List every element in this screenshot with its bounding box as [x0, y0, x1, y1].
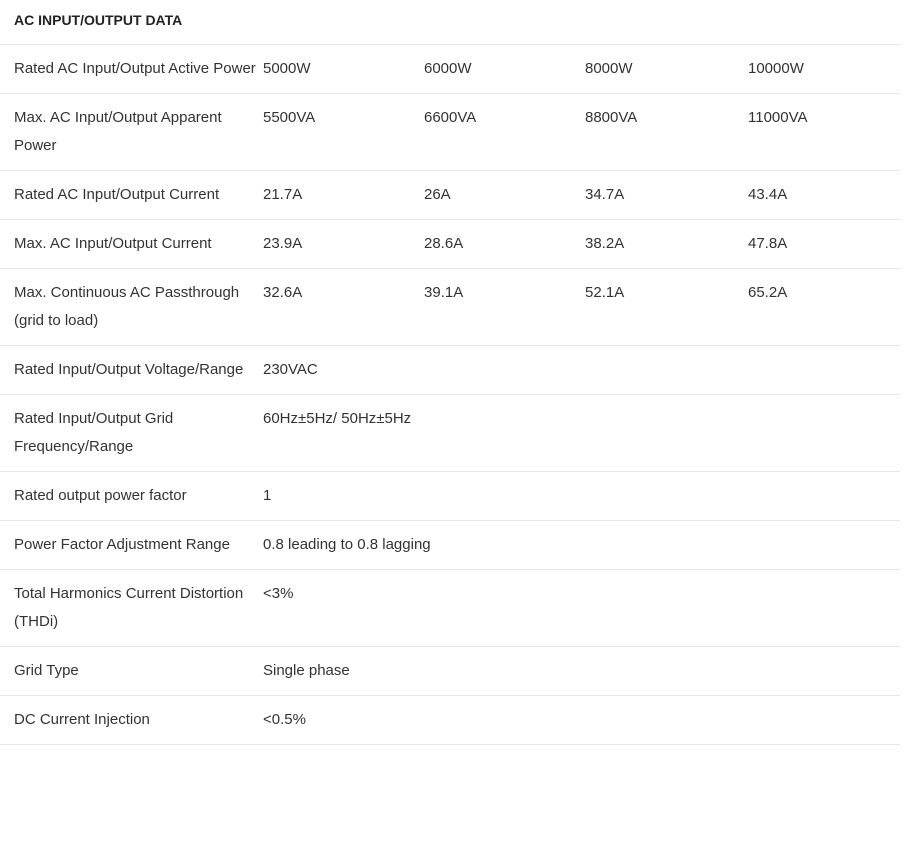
row-label: Rated Input/Output Grid Frequency/Range: [0, 395, 263, 472]
row-value: 23.9A: [263, 220, 424, 269]
row-value: 28.6A: [424, 220, 585, 269]
row-value: 32.6A: [263, 269, 424, 346]
table-row: [0, 472, 900, 521]
row-value: 26A: [424, 171, 585, 220]
row-label: Total Harmonics Current Distortion (THDi): [0, 570, 263, 647]
table-row: [0, 45, 900, 94]
table-row: [0, 521, 900, 570]
row-value: Single phase: [263, 647, 900, 696]
table-row: [0, 269, 900, 346]
row-label: Max. AC Input/Output Apparent Power: [0, 94, 263, 171]
row-label: Power Factor Adjustment Range: [0, 521, 263, 570]
row-value: 34.7A: [585, 171, 748, 220]
row-value: 5000W: [263, 45, 424, 94]
section-title: AC INPUT/OUTPUT DATA: [0, 0, 900, 45]
row-value: 52.1A: [585, 269, 748, 346]
row-value: 10000W: [748, 45, 900, 94]
row-value: 0.8 leading to 0.8 lagging: [263, 521, 900, 570]
row-label: Grid Type: [0, 647, 263, 696]
table-row: [0, 647, 900, 696]
row-value: 8800VA: [585, 94, 748, 171]
row-value: 11000VA: [748, 94, 900, 171]
row-label: Rated AC Input/Output Current: [0, 171, 263, 220]
row-label: DC Current Injection: [0, 696, 263, 745]
table-row: [0, 171, 900, 220]
row-value: 5500VA: [263, 94, 424, 171]
row-value: <3%: [263, 570, 900, 647]
row-value: 39.1A: [424, 269, 585, 346]
row-value: 47.8A: [748, 220, 900, 269]
row-value: 1: [263, 472, 900, 521]
table-row: [0, 346, 900, 395]
row-value: 43.4A: [748, 171, 900, 220]
row-value: 8000W: [585, 45, 748, 94]
row-value: <0.5%: [263, 696, 900, 745]
row-value: 60Hz±5Hz/ 50Hz±5Hz: [263, 395, 900, 472]
table-header-row: [0, 0, 900, 45]
row-label: Rated Input/Output Voltage/Range: [0, 346, 263, 395]
row-value: 65.2A: [748, 269, 900, 346]
table-row: [0, 696, 900, 745]
row-label: Rated output power factor: [0, 472, 263, 521]
row-value: 6000W: [424, 45, 585, 94]
row-value: 230VAC: [263, 346, 900, 395]
table-row: [0, 395, 900, 472]
row-label: Rated AC Input/Output Active Power: [0, 45, 263, 94]
row-label: Max. AC Input/Output Current: [0, 220, 263, 269]
table-row: [0, 94, 900, 171]
table-row: [0, 220, 900, 269]
row-value: 38.2A: [585, 220, 748, 269]
row-value: 6600VA: [424, 94, 585, 171]
table-row: [0, 570, 900, 647]
row-label: Max. Continuous AC Passthrough (grid to load): [0, 269, 263, 346]
row-value: 21.7A: [263, 171, 424, 220]
